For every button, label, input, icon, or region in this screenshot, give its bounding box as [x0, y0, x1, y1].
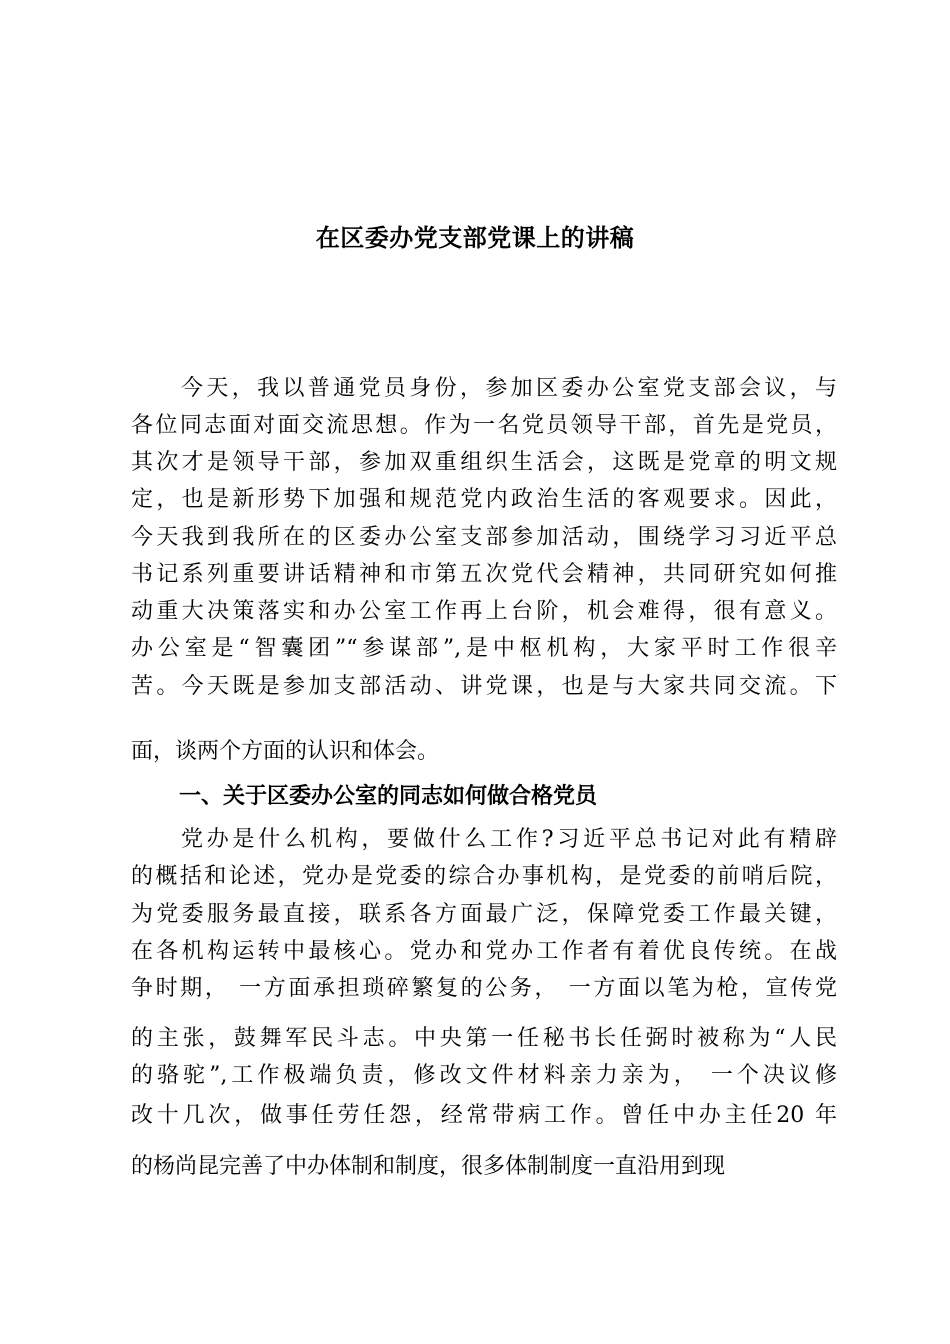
section-heading: 一、关于区委办公室的同志如何做合格党员 [179, 784, 598, 809]
paragraph-line: 办公室是“智囊团”“参谋部”,是中枢机构，大家平时工作很辛 [131, 636, 837, 661]
paragraph-line: 的杨尚昆完善了中办体制和制度，很多体制制度一直沿用到现 [131, 1154, 726, 1179]
paragraph-line: 苦。今天既是参加支部活动、讲党课，也是与大家共同交流。下 [131, 674, 837, 699]
paragraph-line: 改十几次，做事任劳任怨，经常带病工作。曾任中办主任20 年 [131, 1103, 837, 1128]
paragraph-line: 的主张，鼓舞军民斗志。中央第一任秘书长任弼时被称为“人民 [131, 1026, 837, 1051]
paragraph-line: 今天我到我所在的区委办公室支部参加活动，围绕学习习近平总 [131, 525, 837, 550]
paragraph-line: 的概括和论述，党办是党委的综合办事机构，是党委的前哨后院， [131, 864, 837, 889]
paragraph-line: 各位同志面对面交流思想。作为一名党员领导干部，首先是党员， [131, 413, 837, 438]
paragraph-line: 在各机构运转中最核心。党办和党办工作者有着优良传统。在战 [131, 939, 837, 964]
paragraph-line: 今天，我以普通党员身份，参加区委办公室党支部会议，与 [181, 376, 837, 401]
paragraph-line: 动重大决策落实和办公室工作再上台阶，机会难得，很有意义。 [131, 599, 837, 624]
paragraph-line: 面，谈两个方面的认识和体会。 [131, 739, 440, 764]
paragraph-line: 争时期， 一方面承担琐碎繁复的公务， 一方面以笔为枪，宣传党 [131, 976, 837, 1001]
paragraph-line: 其次才是领导干部，参加双重组织生活会，这既是党章的明文规 [131, 450, 837, 475]
paragraph-line: 的骆驼”,工作极端负责，修改文件材料亲力亲为， 一个决议修 [131, 1063, 837, 1088]
paragraph-line: 党办是什么机构，要做什么工作?习近平总书记对此有精辟 [181, 827, 837, 852]
paragraph-line: 定，也是新形势下加强和规范党内政治生活的客观要求。因此， [131, 487, 837, 512]
document-title: 在区委办党支部党课上的讲稿 [315, 224, 635, 252]
paragraph-line: 书记系列重要讲话精神和市第五次党代会精神，共同研究如何推 [131, 562, 837, 587]
paragraph-line: 为党委服务最直接，联系各方面最广泛，保障党委工作最关键， [131, 902, 837, 927]
